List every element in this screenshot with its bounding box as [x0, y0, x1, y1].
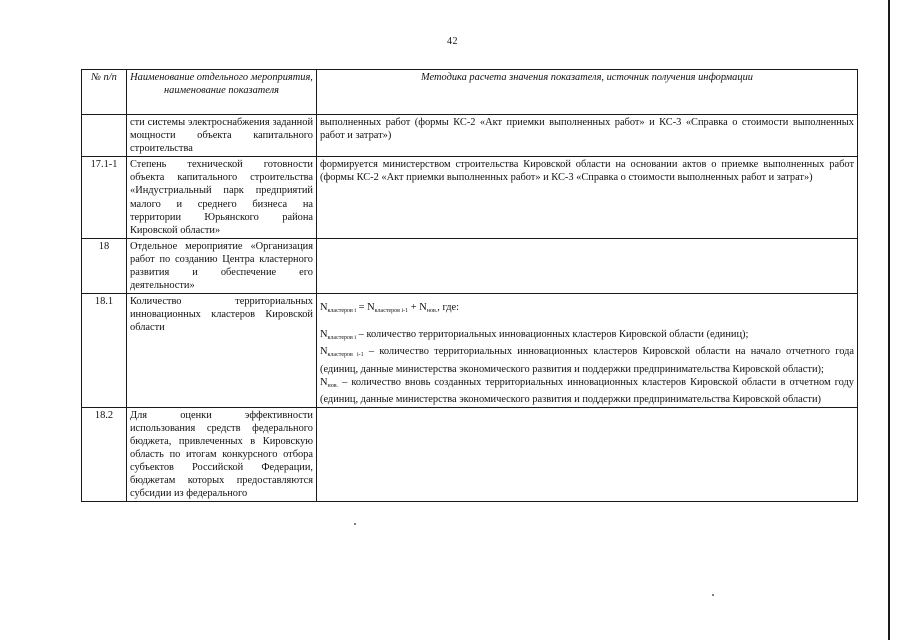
scan-speck: [712, 594, 714, 596]
scan-edge-line: [888, 0, 890, 640]
table-row: [82, 115, 858, 157]
row-method: формируется министерством строительства Кировской области на основании актов о приемке выполненных работ (формы КС-2 «Акт приемки выполненных работ» и КС-3 «Справка о стоимости выполненных работ и затрат»): [317, 157, 858, 239]
row-name: сти системы электроснабжения заданной мощности объекта капитального строительства: [127, 115, 317, 157]
indicators-table: [81, 69, 858, 502]
cluster-formula: $N_{кластеров i} = N_{кластеров i-1} + N_{нов.}$, где:: [320, 302, 460, 315]
table-row: [82, 157, 858, 239]
row-method: [317, 407, 858, 502]
header-name: Наименование отдельного мероприятия, наименование показателя: [127, 70, 317, 115]
row-num: [82, 115, 127, 157]
header-num: № п/п: [82, 70, 127, 115]
table-row: [82, 407, 858, 502]
table-header-row: [82, 70, 858, 115]
formula-definition: $N_{кластеров i}$ – количество территориальных инновационных кластеров Кировской области (единиц);: [320, 329, 749, 342]
row-num: 17.1-1: [82, 157, 127, 239]
table-row: [82, 294, 858, 408]
row-method: [317, 294, 858, 408]
page-number: 42: [447, 36, 458, 47]
formula-definition: $N_{нов.}$ – количество вновь созданных территориальных инновационных кластеров Кировской области в отчетном году (единиц, данные министерства экономического развития и поддержки предпринимательства Кировской области): [320, 376, 854, 405]
formula-definition: $N_{кластеров i-1}$ – количество территориальных инновационных кластеров Кировской области на начало отчетного года (единиц, данные министерства экономического развития и поддержки предпринимательства Кировской области);: [320, 346, 854, 375]
row-name: Отдельное мероприятие «Организация работ по созданию Центра кластерного развития и обеспечение его деятельности»: [127, 238, 317, 293]
scan-speck: [354, 523, 356, 525]
row-method: [317, 238, 858, 293]
row-name: Для оценки эффективности использования средств федерального бюджета, привлеченных в Кировскую область по итогам конкурсного отбора субъектов Российской Федерации, бюджетам которых предоставляются субсидии из федерального: [127, 407, 317, 502]
row-name: Количество территориальных инновационных кластеров Кировской области: [127, 294, 317, 408]
row-name: Степень технической готовности объекта капитального строительства «Индустриальный парк предприятий малого и среднего бизнеса на территории Юрьянского района Кировской области»: [127, 157, 317, 239]
row-num: 18.2: [82, 407, 127, 502]
row-num: 18: [82, 238, 127, 293]
header-method: Методика расчета значения показателя, источник получения информации: [317, 70, 858, 115]
table-row: [82, 238, 858, 293]
row-num: 18.1: [82, 294, 127, 408]
row-method: выполненных работ (формы КС-2 «Акт приемки выполненных работ» и КС-3 «Справка о стоимости выполненных работ и затрат»): [317, 115, 858, 157]
